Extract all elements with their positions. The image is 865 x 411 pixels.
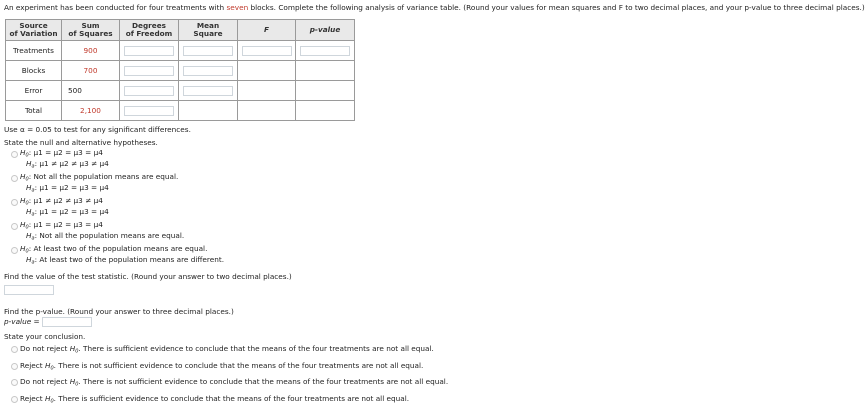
- ha-text: : μ1 = μ2 = μ3 = μ4: [34, 207, 109, 216]
- radio-button[interactable]: [11, 363, 18, 370]
- header-ms-label: Mean Square: [193, 20, 223, 38]
- conclusion-text: . There is not sufficient evidence to conclude that the means of the four treatments are not all equal.: [78, 377, 449, 386]
- anova-table: [5, 19, 355, 121]
- intro-before: An experiment has been conducted for four treatments with: [4, 3, 227, 12]
- conclusion-text: . There is sufficient evidence to conclude that the means of the four treatments are not all equal.: [78, 344, 434, 353]
- h0-text: : μ1 ≠ μ2 ≠ μ3 ≠ μ4: [28, 196, 103, 205]
- header-source: [6, 20, 62, 41]
- radio-button[interactable]: [11, 379, 18, 386]
- radio-button[interactable]: [11, 223, 18, 230]
- radio-button[interactable]: [11, 396, 18, 403]
- header-f-label: F: [264, 24, 269, 34]
- intro-highlight: seven: [226, 3, 249, 12]
- ha-line: $H_a$: μ1 = μ2 = μ3 = μ4: [26, 207, 109, 218]
- source-cell: Total: [6, 101, 62, 121]
- ha-text: : μ1 = μ2 = μ3 = μ4: [34, 183, 109, 192]
- f-cell: [238, 61, 296, 81]
- radio-button[interactable]: [11, 199, 18, 206]
- header-source-label: Source of Variation: [9, 20, 58, 38]
- h0-text: : μ1 = μ2 = μ3 = μ4: [28, 220, 103, 229]
- ms-cell: [179, 41, 238, 61]
- df-cell: [120, 101, 179, 121]
- hypothesis-option-4[interactable]: [4, 221, 796, 243]
- radio-button[interactable]: [11, 247, 18, 254]
- ha-text: : Not all the population means are equal.: [34, 231, 185, 240]
- conclusion-options: [4, 342, 796, 408]
- pvalue-cell: [296, 101, 355, 121]
- ms-cell: [179, 61, 238, 81]
- df-input[interactable]: [124, 46, 174, 56]
- df-cell: [120, 61, 179, 81]
- h0-line: $H_0$: μ1 = μ2 = μ3 = μ4: [20, 148, 103, 159]
- f-cell: [238, 101, 296, 121]
- header-f: [238, 20, 296, 41]
- ha-line: $H_a$: At least two of the population means are different.: [26, 255, 225, 266]
- df-cell: [120, 41, 179, 61]
- header-ss-label: Sum of Squares: [68, 20, 113, 38]
- df-cell: [120, 81, 179, 101]
- test-stat-input[interactable]: [4, 285, 54, 295]
- ms-input[interactable]: [183, 46, 233, 56]
- ha-text: : μ1 ≠ μ2 ≠ μ3 ≠ μ4: [34, 159, 109, 168]
- source-cell: Error: [6, 81, 62, 101]
- ms-input[interactable]: [183, 86, 233, 96]
- header-pvalue: [296, 20, 355, 41]
- conclusion-action: Reject: [20, 393, 43, 403]
- conclusion-text: . There is sufficient evidence to conclude that the means of the four treatments are not all equal.: [53, 393, 410, 403]
- conclusion-option-4[interactable]: Reject $H_0$. There is sufficient evidence to conclude that the means of the four treatments are not all equal.: [4, 392, 796, 409]
- h0-text: : Not all the population means are equal.: [28, 172, 179, 181]
- table-row-treatments: [6, 41, 355, 61]
- hypotheses-prompt: State the null and alternative hypotheses.: [4, 138, 158, 147]
- ha-line: $H_a$: Not all the population means are equal.: [26, 231, 185, 242]
- intro-after: blocks. Complete the following analysis of variance table. (Round your values for mean squares and F to two decimal places, and your p-value to three decimal places.): [248, 3, 865, 12]
- h0-line: $H_0$: μ1 ≠ μ2 ≠ μ3 ≠ μ4: [20, 196, 103, 207]
- conclusion-action: Do not reject: [20, 377, 68, 386]
- pvalue-input[interactable]: [300, 46, 350, 56]
- header-df-label: Degrees of Freedom: [125, 20, 173, 38]
- h0-line: $H_0$: At least two of the population means are equal.: [20, 244, 208, 255]
- f-cell: [238, 41, 296, 61]
- h0-line: $H_0$: μ1 = μ2 = μ3 = μ4: [20, 220, 103, 231]
- ms-cell: [179, 101, 238, 121]
- source-cell: Treatments: [6, 41, 62, 61]
- h0-text: : At least two of the population means are equal.: [28, 244, 208, 253]
- h0-text: : μ1 = μ2 = μ3 = μ4: [28, 148, 103, 157]
- header-ss: [62, 20, 120, 41]
- conclusion-action: Reject: [20, 360, 43, 370]
- df-input[interactable]: [124, 66, 174, 76]
- ha-line: $H_a$: μ1 ≠ μ2 ≠ μ3 ≠ μ4: [26, 159, 109, 170]
- ha-text: : At least two of the population means are different.: [34, 255, 225, 264]
- table-header-row: [6, 20, 355, 41]
- conclusion-action: Do not reject: [20, 344, 68, 353]
- pvalue-cell: [296, 81, 355, 101]
- ss-cell: 700: [62, 61, 120, 81]
- conclusion-option-3[interactable]: Do not reject $H_0$. There is not sufficient evidence to conclude that the means of the four treatments are not all equal.: [4, 375, 796, 392]
- ss-cell: 2,100: [62, 101, 120, 121]
- ms-input[interactable]: [183, 66, 233, 76]
- header-ms: [179, 20, 238, 41]
- pvalue-prompt: Find the p-value. (Round your answer to three decimal places.): [4, 307, 234, 316]
- hypothesis-option-5[interactable]: [4, 245, 796, 267]
- ss-cell: 500: [62, 81, 120, 101]
- conclusion-option-1[interactable]: Do not reject $H_0$. There is sufficient evidence to conclude that the means of the four treatments are not all equal.: [4, 342, 796, 359]
- pvalue-input[interactable]: [42, 317, 92, 327]
- ms-cell: [179, 81, 238, 101]
- conclusion-option-2[interactable]: Reject $H_0$. There is not sufficient evidence to conclude that the means of the four treatments are not all equal.: [4, 359, 796, 376]
- radio-button[interactable]: [11, 175, 18, 182]
- hypotheses-options: [4, 149, 796, 267]
- alpha-text: Use α = 0.05 to test for any significant differences.: [4, 125, 191, 134]
- header-pvalue-label: p-value: [309, 24, 341, 34]
- header-df: [120, 20, 179, 41]
- df-input[interactable]: [124, 106, 174, 116]
- f-input[interactable]: [242, 46, 292, 56]
- table-row-error: [6, 81, 355, 101]
- radio-button[interactable]: [11, 346, 18, 353]
- ss-cell: 900: [62, 41, 120, 61]
- f-cell: [238, 81, 296, 101]
- hypothesis-option-1[interactable]: [4, 149, 796, 171]
- df-input[interactable]: [124, 86, 174, 96]
- hypothesis-option-3[interactable]: [4, 197, 796, 219]
- test-stat-prompt: Find the value of the test statistic. (Round your answer to two decimal places.): [4, 272, 292, 281]
- conclusion-text: . There is not sufficient evidence to conclude that the means of the four treatments are not all equal.: [53, 360, 424, 370]
- pvalue-label: p-value =: [4, 317, 40, 326]
- conclusion-prompt: State your conclusion.: [4, 332, 86, 341]
- pvalue-cell: [296, 61, 355, 81]
- hypothesis-option-2[interactable]: [4, 173, 796, 195]
- h0-line: $H_0$: Not all the population means are equal.: [20, 172, 179, 183]
- intro-text: [4, 3, 865, 13]
- pvalue-cell: [296, 41, 355, 61]
- table-row-blocks: [6, 61, 355, 81]
- radio-button[interactable]: [11, 151, 18, 158]
- ha-line: $H_a$: μ1 = μ2 = μ3 = μ4: [26, 183, 109, 194]
- table-row-total: [6, 101, 355, 121]
- pvalue-row: [4, 317, 796, 327]
- source-cell: Blocks: [6, 61, 62, 81]
